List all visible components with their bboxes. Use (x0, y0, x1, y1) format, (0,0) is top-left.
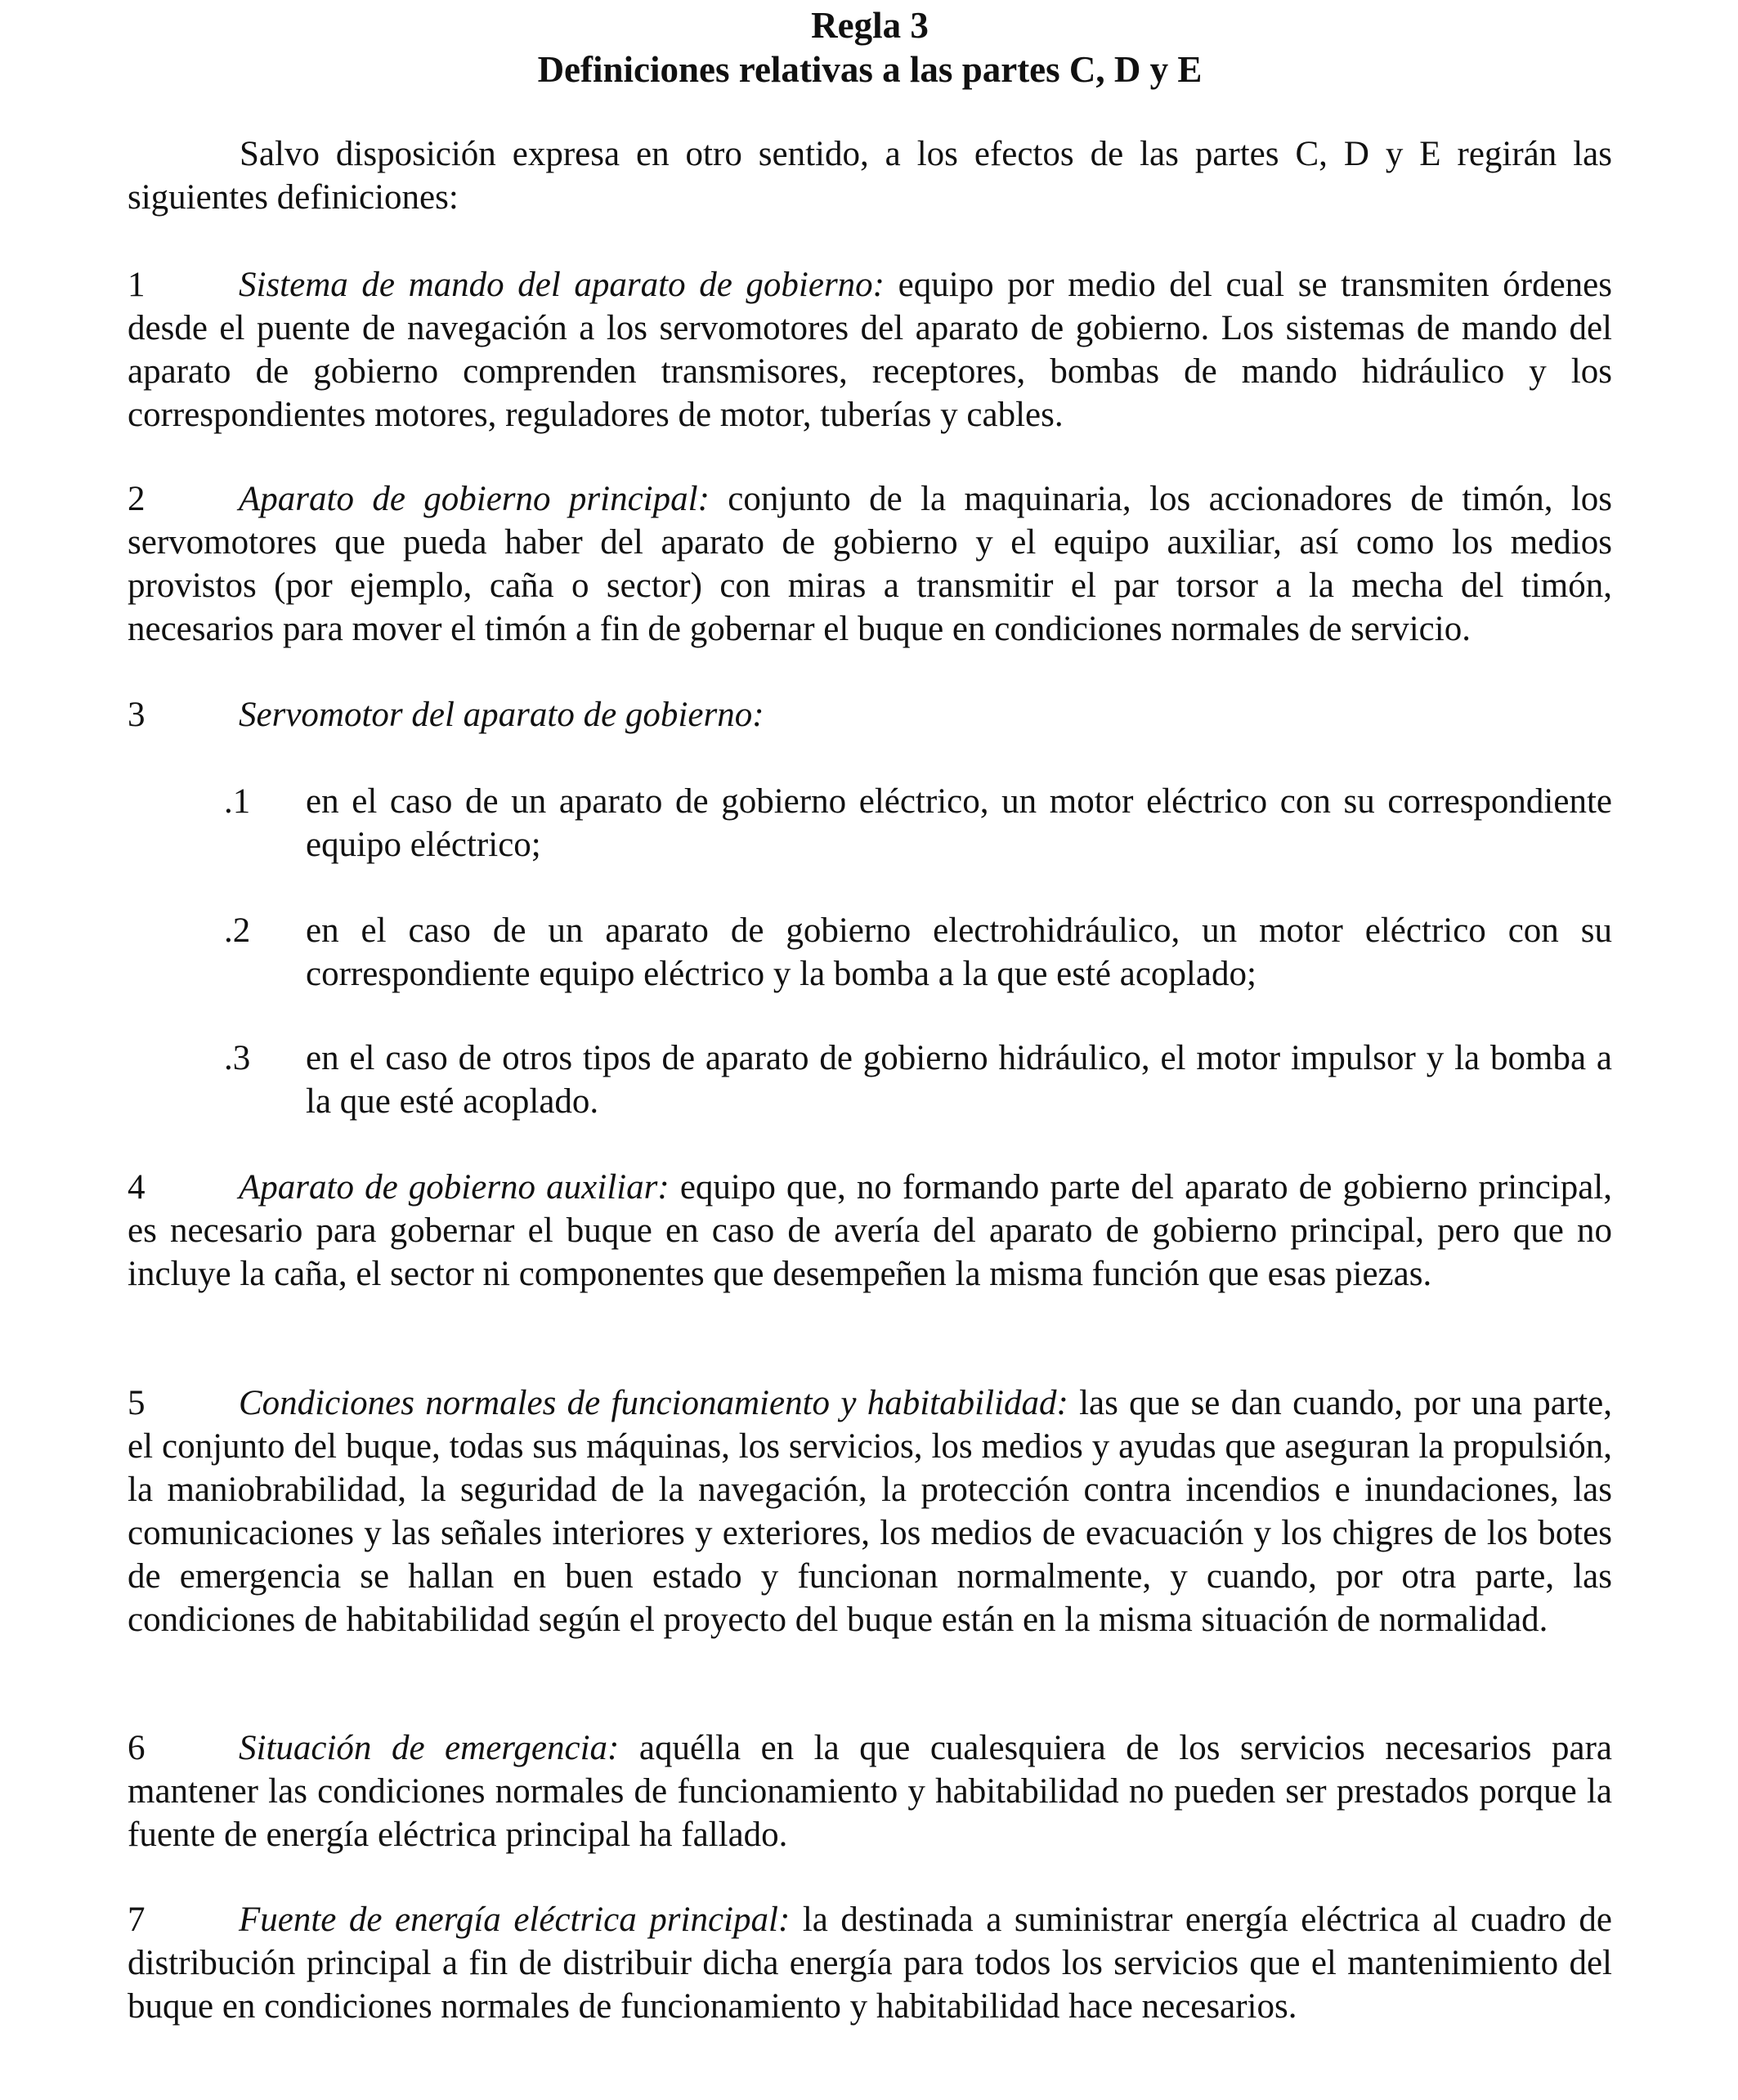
definition-number: 3 (128, 696, 146, 734)
definition-4 (128, 1166, 1612, 1296)
subitem-number: .1 (224, 782, 251, 821)
definition-number: 2 (128, 480, 146, 518)
definition-term: Aparato de gobierno principal: (239, 480, 710, 518)
definition-2 (128, 477, 1612, 651)
rule-subtitle: Definiciones relativas a las partes C, D y E (537, 49, 1203, 90)
subitem-text: en el caso de un aparato de gobierno electrohidráulico, un motor eléctrico con su correspondiente equipo eléctrico y la bomba a la que esté acoplado; (306, 911, 1612, 993)
definition-term: Servomotor del aparato de gobierno: (239, 696, 764, 734)
subitem-number: .3 (224, 1039, 251, 1077)
definition-term: Aparato de gobierno auxiliar: (239, 1168, 670, 1207)
definition-text: equipo por medio del cual se transmiten órdenes desde el puente de navegación a los servomotores del aparato de gobierno. Los sistemas de mando del aparato de gobierno comprenden transmisores, receptores, bombas de mando hidráulico y los correspondientes motores, reguladores de motor, tuberías y cables. (128, 266, 1612, 434)
subitem-1 (224, 780, 1612, 866)
definition-6 (128, 1726, 1612, 1856)
subitem-2 (224, 909, 1612, 996)
subitem-text: en el caso de otros tipos de aparato de gobierno hidráulico, el motor impulsor y la bomba a la que esté acoplado. (306, 1039, 1612, 1121)
definition-text: aquélla en la que cualesquiera de los servicios necesarios para mantener las condiciones normales de funcionamiento y habitabilidad no pueden ser prestados porque la fuente de energía eléctrica principal ha fallado. (128, 1729, 1613, 1854)
definition-term: Condiciones normales de funcionamiento y habitabilidad: (239, 1384, 1068, 1422)
definition-number: 4 (128, 1168, 146, 1207)
subitem-3 (224, 1037, 1612, 1123)
document-page (128, 0, 1612, 2100)
intro-paragraph (128, 132, 1612, 219)
definition-term: Sistema de mando del aparato de gobierno: (239, 266, 885, 304)
intro-text: Salvo disposición expresa en otro sentido, a los efectos de las partes C, D y E regirán las siguientes definiciones: (128, 135, 1612, 217)
subitem-number: .2 (224, 911, 251, 950)
definition-text: las que se dan cuando, por una parte, el conjunto del buque, todas sus máquinas, los servicios, los medios y ayudas que aseguran la propulsión, la maniobrabilidad, la seguridad de la navegación, la protección contra incendios e inundaciones, las comunicaciones y las señales interiores y exteriores, los medios de evacuación y los chigres de los botes de emergencia se hallan en buen estado y funcionan normalmente, y cuando, por otra parte, las condiciones de habitabilidad según el proyecto del buque están en la misma situación de normalidad. (128, 1384, 1612, 1639)
definition-3 (128, 693, 1612, 737)
definition-5 (128, 1381, 1612, 1641)
subitem-text: en el caso de un aparato de gobierno eléctrico, un motor eléctrico con su correspondiente equipo eléctrico; (306, 782, 1612, 864)
definition-number: 1 (128, 266, 146, 304)
definition-number: 7 (128, 1901, 146, 1939)
definition-term: Situación de emergencia: (239, 1729, 620, 1767)
definition-term: Fuente de energía eléctrica principal: (239, 1901, 791, 1939)
definition-number: 6 (128, 1729, 146, 1767)
rule-title: Regla 3 (811, 5, 929, 46)
definition-text: equipo que, no formando parte del aparato de gobierno principal, es necesario para gobernar el buque en caso de avería del aparato de gobierno principal, pero que no incluye la caña, el sector ni componentes que desempeñen la misma función que esas piezas. (128, 1168, 1613, 1293)
definition-text: conjunto de la maquinaria, los accionadores de timón, los servomotores que pueda haber del aparato de gobierno y el equipo auxiliar, así como los medios provistos (por ejemplo, caña o sector) con miras a transmitir el par torsor a la mecha del timón, necesarios para mover el timón a fin de gobernar el buque en condiciones normales de servicio. (128, 480, 1612, 648)
definition-text: la destinada a suministrar energía eléctrica al cuadro de distribución principal a fin de distribuir dicha energía para todos los servicios que el mantenimiento del buque en condiciones normales de funcionamiento y habitabilidad hace necesarios. (128, 1901, 1613, 2026)
definition-1 (128, 263, 1612, 437)
definition-7 (128, 1898, 1612, 2028)
definition-number: 5 (128, 1384, 146, 1422)
